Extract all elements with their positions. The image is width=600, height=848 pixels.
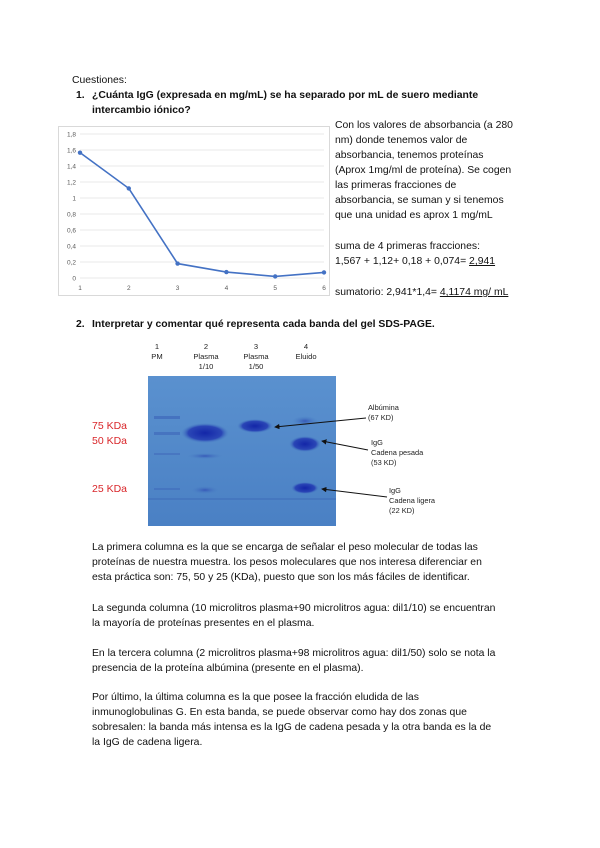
- annotation-line: IgG: [389, 486, 401, 495]
- x-tick-label: 5: [273, 285, 278, 292]
- section-label: Cuestiones:: [72, 75, 127, 86]
- q1-line2: intercambio iónico?: [92, 105, 191, 116]
- y-tick-label: 0,4: [66, 243, 76, 251]
- lane-name: Eluido: [295, 352, 317, 361]
- paragraph-line: La segunda columna (10 microlitros plasma+90 microlitros agua: dil1/10) se encuentran: [92, 603, 496, 614]
- marker-25: 25 KDa: [92, 483, 128, 495]
- sum-expr: 1,567 + 1,12+ 0,18 + 0,074=: [335, 256, 470, 267]
- q1-line1: ¿Cuánta IgG (expresada en mg/mL) se ha separado por mL de suero mediante: [92, 90, 479, 101]
- paragraph-2: [92, 601, 532, 631]
- y-tick-label: 0: [72, 275, 76, 283]
- y-tick-label: 0,2: [66, 259, 76, 267]
- paragraph-line: La primera columna es la que se encarga de señalar el peso molecular de todas las: [92, 542, 478, 553]
- lane-name: Plasma: [193, 352, 219, 361]
- answer1-line: absorbancia, se suman y si tenemos: [335, 195, 504, 206]
- paragraph-line: esta práctica son: 75, 50 y 25 (KDa), puesto que son los más fáciles de identificar.: [92, 572, 470, 583]
- arrow-igg-heavy: [322, 441, 368, 450]
- arrow-igg-light: [322, 489, 387, 497]
- total-result: 4,1174 mg/ mL: [439, 287, 509, 298]
- sum-label: suma de 4 primeras fracciones:: [335, 241, 480, 252]
- paragraph-line: inmunoglobulinas G. En esta banda, se puede observar como hay dos zonas que: [92, 707, 467, 718]
- lane-dilution: 1/10: [198, 362, 214, 371]
- y-tick-label: 1,6: [66, 147, 76, 155]
- y-tick-label: 1,2: [66, 179, 76, 187]
- lane-number: 1: [154, 342, 160, 351]
- x-tick-label: 1: [78, 285, 82, 292]
- annotation-line: Cadena ligera: [389, 496, 436, 505]
- paragraph-line: la mayoría de proteínas presentes en el plasma.: [92, 618, 315, 629]
- x-tick-label: 3: [175, 285, 180, 292]
- paragraph-1: [92, 540, 532, 585]
- q1-number: 1.: [76, 90, 85, 101]
- annotation-line: (22 KD): [389, 506, 415, 515]
- y-tick-label: 0,8: [66, 211, 76, 219]
- annotation-line: Cadena pesada: [371, 448, 424, 457]
- x-tick-label: 4: [224, 285, 229, 292]
- paragraph-line: En la tercera columna (2 microlitros plasma+98 microlitros agua: dil1/50) solo se nota la: [92, 648, 496, 659]
- lane-name: Plasma: [243, 352, 269, 361]
- q2-text: Interpretar y comentar qué representa cada banda del gel SDS-PAGE.: [92, 319, 435, 330]
- answer1-line: absorbancia, tenemos proteínas: [335, 150, 484, 161]
- annotation-line: (67 KD): [368, 413, 394, 422]
- paragraph-4: [92, 690, 532, 750]
- marker-75: 75 KDa: [92, 420, 128, 432]
- answer1-line: que una unidad es aprox 1 mg/mL: [335, 210, 493, 221]
- total-expr: sumatorio: 2,941*1,4=: [335, 287, 440, 298]
- paragraph-line: la IgG de cadena ligera.: [92, 737, 203, 748]
- paragraph-line: sobresalen: la banda más intensa es la IgG de cadena pesada y la otra banda es la de: [92, 722, 492, 733]
- answer1-line: las primeras fracciones de: [335, 180, 457, 191]
- annotation-line: (53 KD): [371, 458, 397, 467]
- lane-number: 3: [253, 342, 259, 351]
- x-tick-label: 6: [322, 285, 326, 292]
- lane-name: PM: [151, 352, 163, 361]
- paragraph-line: proteínas de nuestra muestra. los pesos moleculares que nos interesa diferenciar en: [92, 557, 482, 568]
- q2-number: 2.: [76, 319, 85, 330]
- y-tick-label: 1: [72, 195, 76, 203]
- sum-result: 2,941: [469, 256, 496, 267]
- y-tick-label: 0,6: [66, 227, 76, 235]
- paragraph-line: presencia de la proteína albúmina (presente en el plasma).: [92, 663, 364, 674]
- paragraph-line: Por último, la última columna es la que posee la fracción eludida de las: [92, 692, 419, 703]
- x-tick-label: 2: [126, 285, 131, 292]
- annotation-line: Albúmina: [368, 403, 399, 412]
- y-tick-label: 1,8: [66, 131, 76, 139]
- answer1-line: (Aprox 1mg/ml de proteína). Se cogen: [335, 165, 512, 176]
- lane-dilution: 1/50: [248, 362, 264, 371]
- marker-50: 50 KDa: [92, 435, 128, 447]
- y-tick-label: 1,4: [66, 163, 76, 171]
- arrow-albumina: [275, 418, 366, 427]
- lane-number: 2: [203, 342, 209, 351]
- annotation-line: IgG: [371, 438, 383, 447]
- answer1-line: Con los valores de absorbancia (a 280: [335, 120, 513, 131]
- lane-number: 4: [303, 342, 309, 351]
- paragraph-3: [92, 646, 532, 676]
- answer1-line: nm) donde tenemos valor de: [335, 135, 468, 146]
